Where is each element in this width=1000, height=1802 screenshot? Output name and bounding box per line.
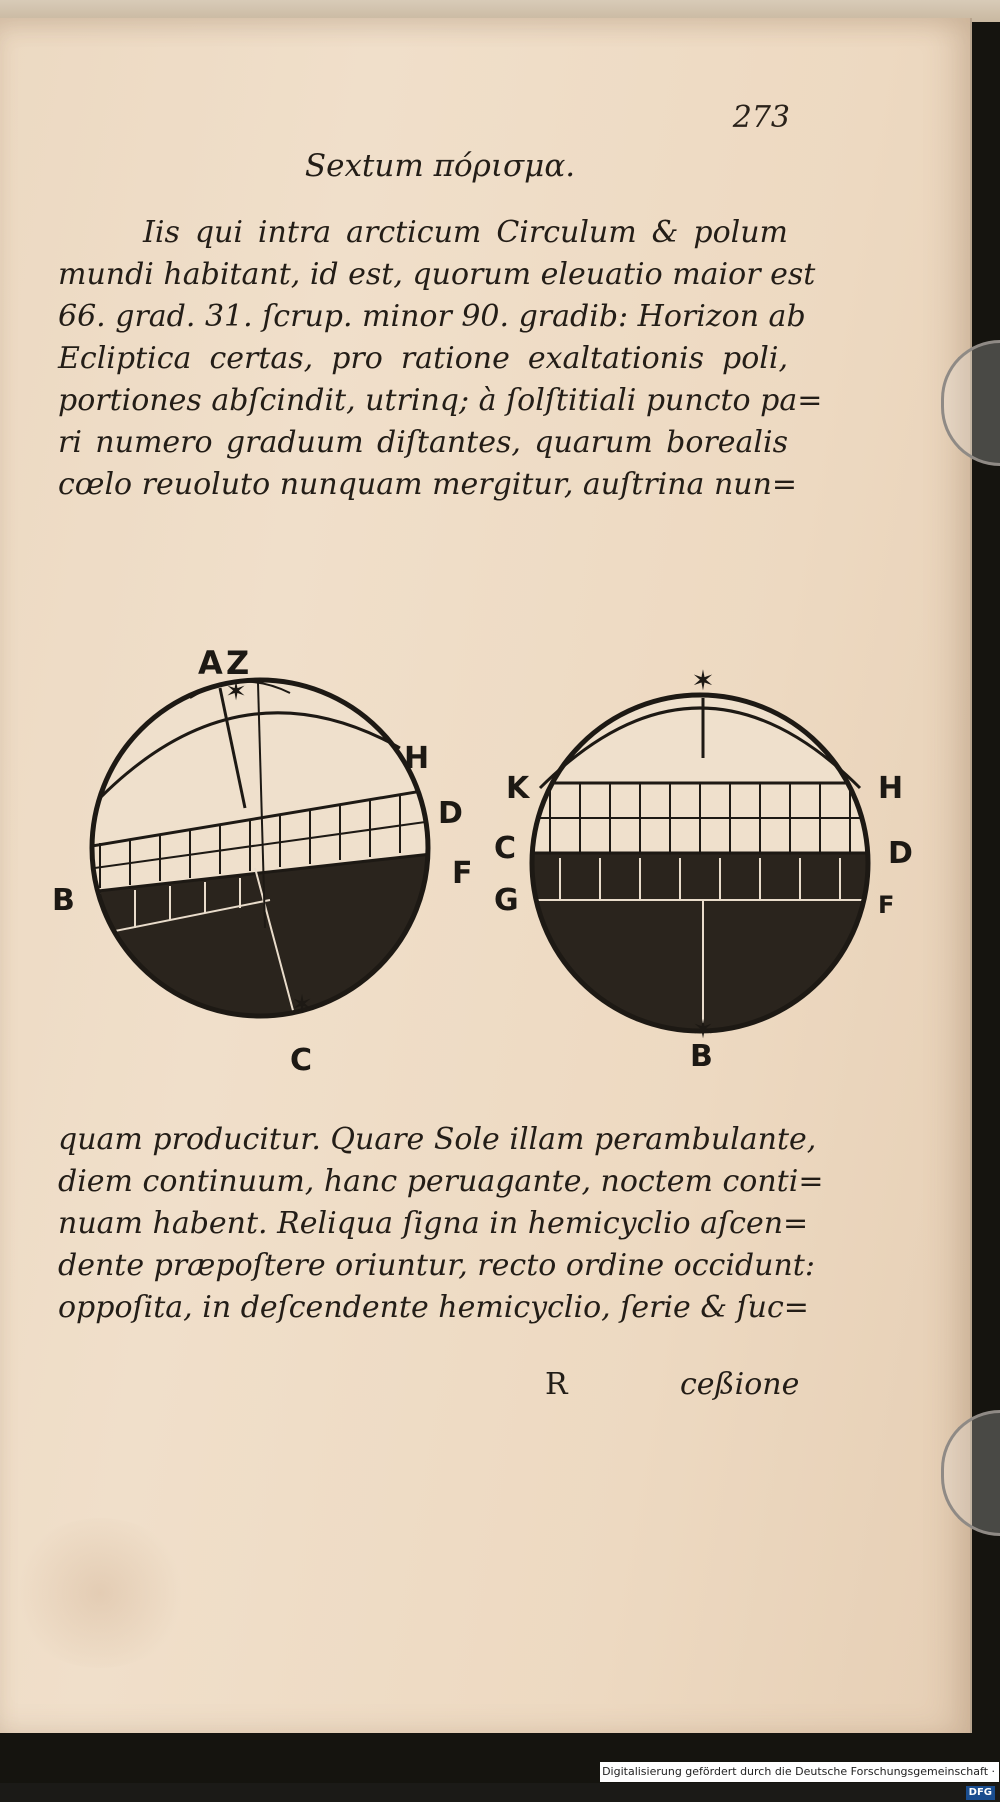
svg-text:✶: ✶ — [692, 1015, 714, 1045]
signature-mark: R — [545, 1367, 568, 1402]
figure-label: C — [494, 831, 517, 866]
text-line: dente præpoſtere oriuntur, recto ordine occidunt: — [58, 1248, 815, 1283]
dfg-logo: DFG — [966, 1786, 995, 1800]
figure-label: B — [52, 883, 75, 918]
text-line: 66. grad. 31. ſcrup. minor 90. gradib: Horizon ab — [58, 299, 806, 334]
figure-label: F — [878, 891, 895, 919]
svg-text:✶: ✶ — [225, 677, 247, 707]
armillary-globes-figure — [40, 638, 920, 1098]
text-line: portiones abſcindit, utrinq; à ſolſtitiali puncto pa= — [58, 383, 823, 418]
text-line: ri numero graduum diſtantes, quarum borealis — [58, 425, 788, 460]
svg-text:✶: ✶ — [291, 990, 313, 1020]
page-number: 273 — [732, 100, 790, 135]
figure-label: C — [290, 1043, 313, 1078]
digitization-credit-bar — [600, 1762, 999, 1798]
figure-label: Z — [226, 644, 250, 682]
figure-label: D — [888, 836, 913, 871]
figure-label: F — [452, 856, 473, 891]
credit-text: Digitalisierung gefördert durch die Deutsche Forschungsgemeinschaft · — [602, 1765, 995, 1778]
catchword: ceßione — [680, 1367, 800, 1402]
book-page — [0, 18, 972, 1733]
text-line: mundi habitant, id est, quorum eleuatio maior est — [58, 257, 816, 292]
figure-label: K — [506, 771, 530, 806]
text-line: nuam habent. Reliqua ſigna in hemicyclio aſcen= — [58, 1206, 809, 1241]
figure-label: G — [494, 883, 519, 918]
left-globe-diagram — [52, 644, 473, 1078]
text-line: cœlo reuoluto nunquam mergitur, auſtrina nun= — [58, 467, 798, 502]
section-heading: Sextum πόρισμα. — [304, 148, 576, 184]
figure-label: A — [198, 644, 223, 682]
text-line: Ecliptica certas, pro ratione exaltationis poli, — [58, 341, 788, 376]
text-line: oppoſita, in deſcendente hemicyclio, ſerie & ſuc= — [58, 1290, 809, 1325]
svg-text:✶: ✶ — [691, 664, 715, 697]
figure-label: B — [690, 1039, 713, 1074]
text-line: Iis qui intra arcticum Circulum & polum — [143, 215, 788, 250]
figure-label: H — [404, 741, 430, 776]
text-line: diem continuum, hanc peruagante, noctem conti= — [58, 1164, 824, 1199]
figure-label: H — [878, 771, 904, 806]
text-line: quam producitur. Quare Sole illam perambulante, — [58, 1122, 817, 1157]
right-globe-diagram — [494, 664, 913, 1074]
figure-label: D — [438, 796, 463, 831]
